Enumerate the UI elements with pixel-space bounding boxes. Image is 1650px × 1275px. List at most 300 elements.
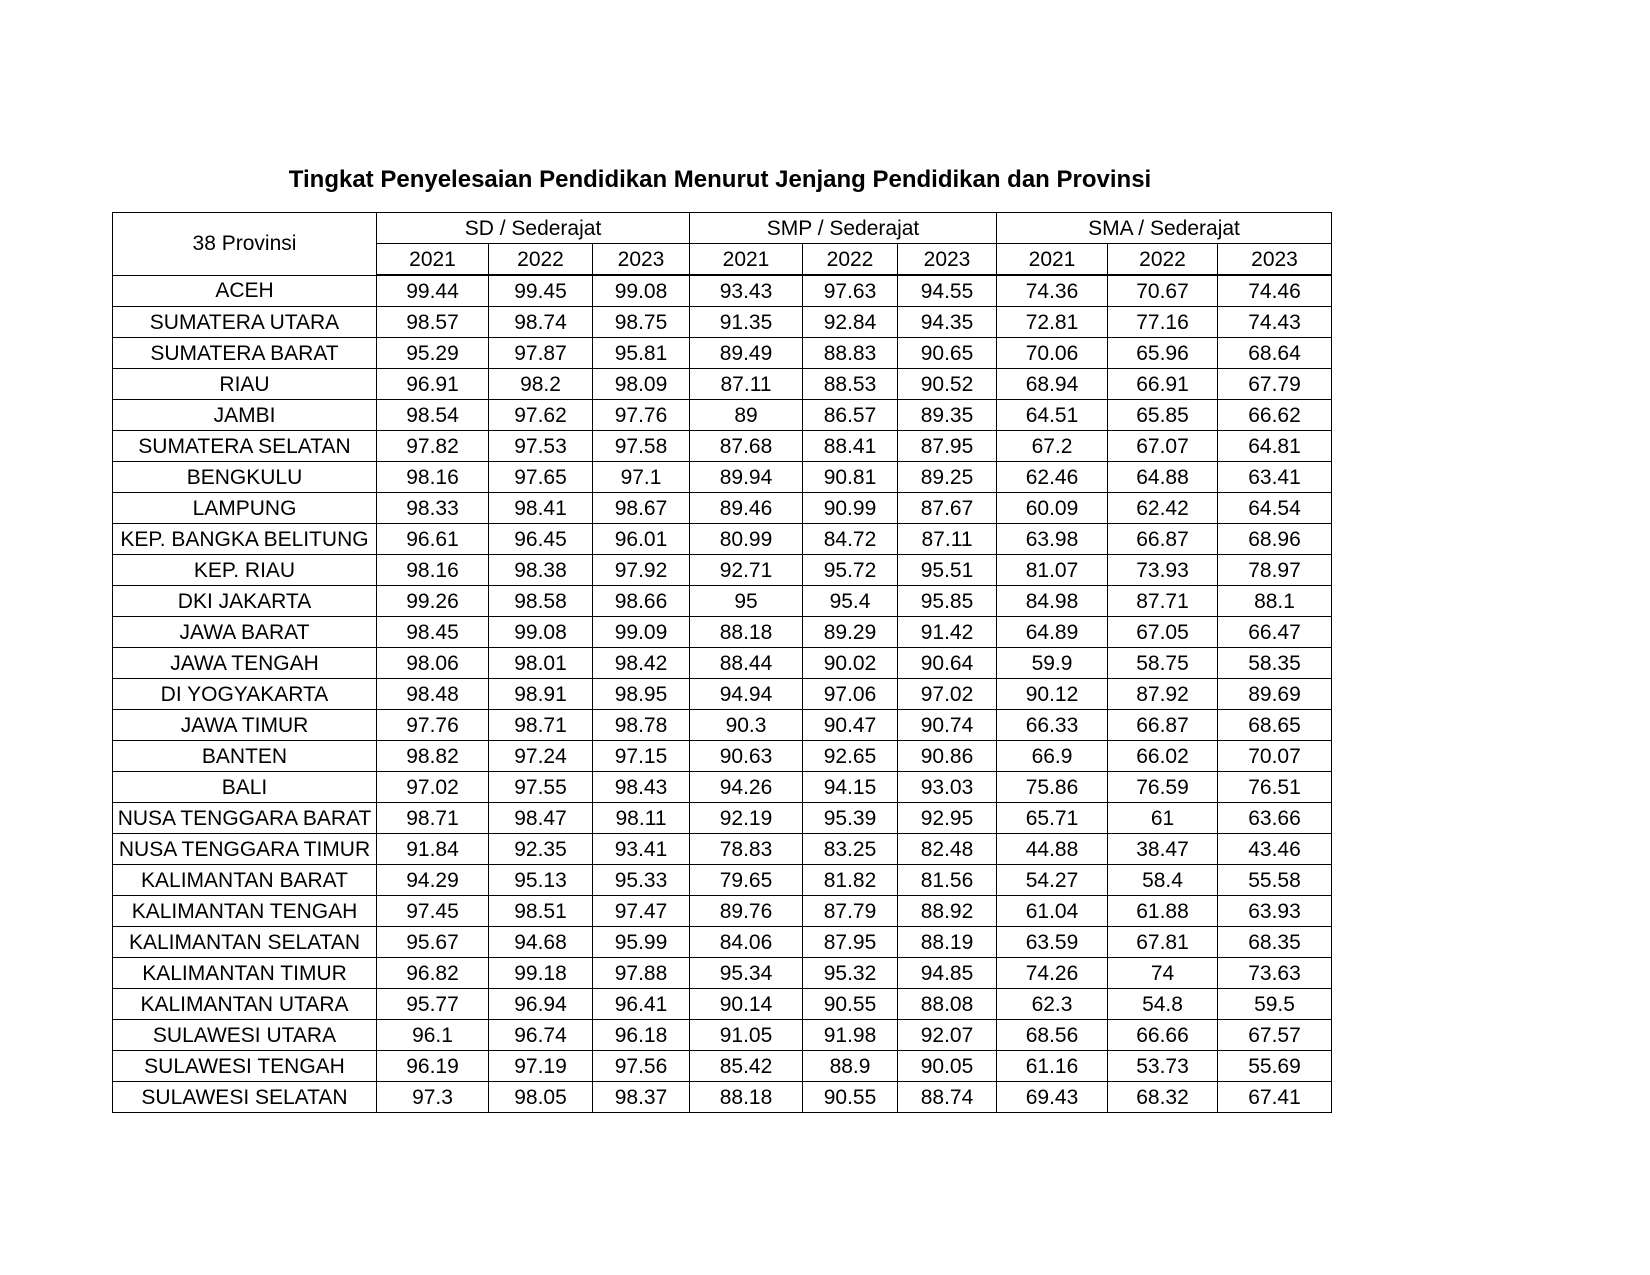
value-cell: 88.74 (898, 1082, 997, 1113)
value-cell: 92.19 (690, 803, 803, 834)
value-cell: 97.06 (803, 679, 898, 710)
table-row (113, 679, 1332, 710)
province-cell: ACEH (113, 275, 377, 307)
value-cell: 90.14 (690, 989, 803, 1020)
value-cell: 66.9 (997, 741, 1108, 772)
value-cell: 77.16 (1108, 307, 1218, 338)
value-cell: 91.05 (690, 1020, 803, 1051)
value-cell: 99.09 (593, 617, 690, 648)
value-cell: 96.45 (489, 524, 593, 555)
value-cell: 63.66 (1218, 803, 1332, 834)
value-cell: 89.49 (690, 338, 803, 369)
value-cell: 98.78 (593, 710, 690, 741)
value-cell: 87.11 (690, 369, 803, 400)
value-cell: 98.45 (377, 617, 489, 648)
value-cell: 78.83 (690, 834, 803, 865)
value-cell: 98.33 (377, 493, 489, 524)
value-cell: 66.33 (997, 710, 1108, 741)
value-cell: 87.11 (898, 524, 997, 555)
province-cell: KALIMANTAN TIMUR (113, 958, 377, 989)
value-cell: 68.35 (1218, 927, 1332, 958)
value-cell: 94.35 (898, 307, 997, 338)
value-cell: 85.42 (690, 1051, 803, 1082)
province-cell: JAWA TENGAH (113, 648, 377, 679)
year-header: 2023 (593, 244, 690, 276)
value-cell: 67.2 (997, 431, 1108, 462)
value-cell: 87.68 (690, 431, 803, 462)
table-row (113, 462, 1332, 493)
value-cell: 91.98 (803, 1020, 898, 1051)
value-cell: 96.41 (593, 989, 690, 1020)
value-cell: 60.09 (997, 493, 1108, 524)
value-cell: 90.64 (898, 648, 997, 679)
value-cell: 93.03 (898, 772, 997, 803)
value-cell: 91.42 (898, 617, 997, 648)
province-cell: BALI (113, 772, 377, 803)
group-header-sma: SMA / Sederajat (997, 213, 1332, 244)
value-cell: 90.65 (898, 338, 997, 369)
value-cell: 88.9 (803, 1051, 898, 1082)
value-cell: 95.77 (377, 989, 489, 1020)
table-row (113, 493, 1332, 524)
value-cell: 87.71 (1108, 586, 1218, 617)
value-cell: 98.16 (377, 462, 489, 493)
province-cell: NUSA TENGGARA BARAT (113, 803, 377, 834)
value-cell: 98.66 (593, 586, 690, 617)
value-cell: 98.43 (593, 772, 690, 803)
value-cell: 98.95 (593, 679, 690, 710)
value-cell: 61.16 (997, 1051, 1108, 1082)
province-cell: SULAWESI UTARA (113, 1020, 377, 1051)
value-cell: 81.82 (803, 865, 898, 896)
value-cell: 70.67 (1108, 275, 1218, 307)
value-cell: 94.55 (898, 275, 997, 307)
value-cell: 97.92 (593, 555, 690, 586)
value-cell: 92.35 (489, 834, 593, 865)
value-cell: 88.41 (803, 431, 898, 462)
table-row (113, 1082, 1332, 1113)
value-cell: 95.13 (489, 865, 593, 896)
province-cell: KEP. RIAU (113, 555, 377, 586)
value-cell: 90.74 (898, 710, 997, 741)
value-cell: 87.79 (803, 896, 898, 927)
value-cell: 98.42 (593, 648, 690, 679)
value-cell: 97.19 (489, 1051, 593, 1082)
value-cell: 91.84 (377, 834, 489, 865)
value-cell: 98.57 (377, 307, 489, 338)
table-row (113, 896, 1332, 927)
value-cell: 84.72 (803, 524, 898, 555)
value-cell: 78.97 (1218, 555, 1332, 586)
value-cell: 96.82 (377, 958, 489, 989)
value-cell: 95 (690, 586, 803, 617)
value-cell: 89.25 (898, 462, 997, 493)
value-cell: 81.56 (898, 865, 997, 896)
value-cell: 87.92 (1108, 679, 1218, 710)
value-cell: 74.26 (997, 958, 1108, 989)
value-cell: 90.47 (803, 710, 898, 741)
value-cell: 87.95 (803, 927, 898, 958)
value-cell: 95.4 (803, 586, 898, 617)
value-cell: 96.94 (489, 989, 593, 1020)
table-body (113, 275, 1332, 1113)
value-cell: 64.54 (1218, 493, 1332, 524)
value-cell: 89 (690, 400, 803, 431)
value-cell: 63.41 (1218, 462, 1332, 493)
value-cell: 98.2 (489, 369, 593, 400)
value-cell: 73.93 (1108, 555, 1218, 586)
table-row (113, 927, 1332, 958)
value-cell: 90.55 (803, 1082, 898, 1113)
province-cell: KALIMANTAN TENGAH (113, 896, 377, 927)
value-cell: 96.91 (377, 369, 489, 400)
value-cell: 98.67 (593, 493, 690, 524)
group-header-sd: SD / Sederajat (377, 213, 690, 244)
value-cell: 98.51 (489, 896, 593, 927)
value-cell: 64.81 (1218, 431, 1332, 462)
value-cell: 61.88 (1108, 896, 1218, 927)
value-cell: 61.04 (997, 896, 1108, 927)
value-cell: 98.71 (489, 710, 593, 741)
value-cell: 93.43 (690, 275, 803, 307)
value-cell: 54.27 (997, 865, 1108, 896)
value-cell: 92.07 (898, 1020, 997, 1051)
value-cell: 95.85 (898, 586, 997, 617)
value-cell: 87.67 (898, 493, 997, 524)
year-header: 2022 (803, 244, 898, 276)
value-cell: 84.98 (997, 586, 1108, 617)
province-cell: DI YOGYAKARTA (113, 679, 377, 710)
value-cell: 59.9 (997, 648, 1108, 679)
value-cell: 88.1 (1218, 586, 1332, 617)
province-cell: SUMATERA SELATAN (113, 431, 377, 462)
value-cell: 90.81 (803, 462, 898, 493)
value-cell: 98.47 (489, 803, 593, 834)
table-row (113, 958, 1332, 989)
value-cell: 98.09 (593, 369, 690, 400)
value-cell: 55.58 (1218, 865, 1332, 896)
value-cell: 68.65 (1218, 710, 1332, 741)
value-cell: 44.88 (997, 834, 1108, 865)
province-cell: BANTEN (113, 741, 377, 772)
value-cell: 88.18 (690, 1082, 803, 1113)
value-cell: 92.84 (803, 307, 898, 338)
value-cell: 92.95 (898, 803, 997, 834)
value-cell: 88.44 (690, 648, 803, 679)
value-cell: 43.46 (1218, 834, 1332, 865)
value-cell: 86.57 (803, 400, 898, 431)
value-cell: 99.26 (377, 586, 489, 617)
value-cell: 97.1 (593, 462, 690, 493)
province-column-header: 38 Provinsi (113, 213, 377, 276)
header-row-groups (113, 213, 1332, 244)
value-cell: 63.98 (997, 524, 1108, 555)
value-cell: 98.41 (489, 493, 593, 524)
value-cell: 94.94 (690, 679, 803, 710)
value-cell: 98.06 (377, 648, 489, 679)
table-row (113, 989, 1332, 1020)
table-row (113, 555, 1332, 586)
value-cell: 98.75 (593, 307, 690, 338)
value-cell: 70.06 (997, 338, 1108, 369)
table-row (113, 1020, 1332, 1051)
table-row (113, 772, 1332, 803)
year-header: 2021 (690, 244, 803, 276)
table-row (113, 275, 1332, 307)
province-cell: RIAU (113, 369, 377, 400)
value-cell: 67.05 (1108, 617, 1218, 648)
value-cell: 88.83 (803, 338, 898, 369)
value-cell: 95.32 (803, 958, 898, 989)
value-cell: 66.66 (1108, 1020, 1218, 1051)
table-row (113, 803, 1332, 834)
value-cell: 90.55 (803, 989, 898, 1020)
table-row (113, 369, 1332, 400)
value-cell: 90.12 (997, 679, 1108, 710)
province-cell: KALIMANTAN UTARA (113, 989, 377, 1020)
value-cell: 74.36 (997, 275, 1108, 307)
year-header: 2022 (1108, 244, 1218, 276)
value-cell: 70.07 (1218, 741, 1332, 772)
value-cell: 66.47 (1218, 617, 1332, 648)
value-cell: 88.92 (898, 896, 997, 927)
value-cell: 94.29 (377, 865, 489, 896)
value-cell: 88.18 (690, 617, 803, 648)
value-cell: 74.43 (1218, 307, 1332, 338)
table-row (113, 710, 1332, 741)
province-cell: KALIMANTAN SELATAN (113, 927, 377, 958)
value-cell: 62.42 (1108, 493, 1218, 524)
value-cell: 95.33 (593, 865, 690, 896)
table-row (113, 524, 1332, 555)
value-cell: 97.63 (803, 275, 898, 307)
value-cell: 96.61 (377, 524, 489, 555)
value-cell: 66.91 (1108, 369, 1218, 400)
value-cell: 96.1 (377, 1020, 489, 1051)
value-cell: 89.46 (690, 493, 803, 524)
value-cell: 67.79 (1218, 369, 1332, 400)
table-header (113, 213, 1332, 276)
value-cell: 95.51 (898, 555, 997, 586)
value-cell: 68.64 (1218, 338, 1332, 369)
value-cell: 94.68 (489, 927, 593, 958)
value-cell: 66.62 (1218, 400, 1332, 431)
province-cell: SULAWESI SELATAN (113, 1082, 377, 1113)
value-cell: 74 (1108, 958, 1218, 989)
value-cell: 98.37 (593, 1082, 690, 1113)
province-cell: NUSA TENGGARA TIMUR (113, 834, 377, 865)
year-header: 2021 (377, 244, 489, 276)
province-cell: JAWA TIMUR (113, 710, 377, 741)
value-cell: 66.02 (1108, 741, 1218, 772)
value-cell: 95.39 (803, 803, 898, 834)
value-cell: 76.51 (1218, 772, 1332, 803)
value-cell: 97.53 (489, 431, 593, 462)
value-cell: 99.08 (593, 275, 690, 307)
value-cell: 59.5 (1218, 989, 1332, 1020)
value-cell: 68.56 (997, 1020, 1108, 1051)
value-cell: 65.85 (1108, 400, 1218, 431)
value-cell: 68.94 (997, 369, 1108, 400)
value-cell: 98.01 (489, 648, 593, 679)
value-cell: 98.38 (489, 555, 593, 586)
value-cell: 90.52 (898, 369, 997, 400)
value-cell: 93.41 (593, 834, 690, 865)
value-cell: 96.18 (593, 1020, 690, 1051)
value-cell: 94.85 (898, 958, 997, 989)
value-cell: 58.35 (1218, 648, 1332, 679)
value-cell: 90.05 (898, 1051, 997, 1082)
value-cell: 98.05 (489, 1082, 593, 1113)
value-cell: 67.07 (1108, 431, 1218, 462)
page-title: Tingkat Penyelesaian Pendidikan Menurut Jenjang Pendidikan dan Provinsi (288, 166, 1152, 193)
value-cell: 97.65 (489, 462, 593, 493)
value-cell: 58.4 (1108, 865, 1218, 896)
province-cell: JAWA BARAT (113, 617, 377, 648)
year-header: 2021 (997, 244, 1108, 276)
value-cell: 98.58 (489, 586, 593, 617)
value-cell: 95.72 (803, 555, 898, 586)
value-cell: 54.8 (1108, 989, 1218, 1020)
value-cell: 94.15 (803, 772, 898, 803)
province-cell: KALIMANTAN BARAT (113, 865, 377, 896)
table-row (113, 307, 1332, 338)
value-cell: 89.94 (690, 462, 803, 493)
value-cell: 88.08 (898, 989, 997, 1020)
year-header: 2023 (1218, 244, 1332, 276)
value-cell: 38.47 (1108, 834, 1218, 865)
province-cell: KEP. BANGKA BELITUNG (113, 524, 377, 555)
value-cell: 90.63 (690, 741, 803, 772)
value-cell: 90.3 (690, 710, 803, 741)
value-cell: 97.88 (593, 958, 690, 989)
table-row (113, 338, 1332, 369)
table-row (113, 648, 1332, 679)
value-cell: 94.26 (690, 772, 803, 803)
value-cell: 92.65 (803, 741, 898, 772)
value-cell: 88.19 (898, 927, 997, 958)
value-cell: 99.08 (489, 617, 593, 648)
value-cell: 98.11 (593, 803, 690, 834)
value-cell: 89.76 (690, 896, 803, 927)
value-cell: 55.69 (1218, 1051, 1332, 1082)
value-cell: 89.69 (1218, 679, 1332, 710)
value-cell: 89.29 (803, 617, 898, 648)
value-cell: 97.24 (489, 741, 593, 772)
value-cell: 63.59 (997, 927, 1108, 958)
table-row (113, 400, 1332, 431)
value-cell: 84.06 (690, 927, 803, 958)
table-row (113, 586, 1332, 617)
value-cell: 79.65 (690, 865, 803, 896)
value-cell: 98.71 (377, 803, 489, 834)
value-cell: 99.44 (377, 275, 489, 307)
value-cell: 97.3 (377, 1082, 489, 1113)
value-cell: 75.86 (997, 772, 1108, 803)
table-row (113, 617, 1332, 648)
value-cell: 96.01 (593, 524, 690, 555)
value-cell: 97.76 (593, 400, 690, 431)
value-cell: 73.63 (1218, 958, 1332, 989)
value-cell: 96.74 (489, 1020, 593, 1051)
value-cell: 64.88 (1108, 462, 1218, 493)
value-cell: 97.58 (593, 431, 690, 462)
value-cell: 96.19 (377, 1051, 489, 1082)
value-cell: 97.62 (489, 400, 593, 431)
value-cell: 64.51 (997, 400, 1108, 431)
province-cell: SULAWESI TENGAH (113, 1051, 377, 1082)
value-cell: 53.73 (1108, 1051, 1218, 1082)
value-cell: 88.53 (803, 369, 898, 400)
value-cell: 99.18 (489, 958, 593, 989)
value-cell: 63.93 (1218, 896, 1332, 927)
province-cell: DKI JAKARTA (113, 586, 377, 617)
table-row (113, 431, 1332, 462)
value-cell: 97.02 (898, 679, 997, 710)
province-cell: SUMATERA UTARA (113, 307, 377, 338)
value-cell: 97.87 (489, 338, 593, 369)
value-cell: 95.29 (377, 338, 489, 369)
table-row (113, 834, 1332, 865)
table-row (113, 1051, 1332, 1082)
value-cell: 69.43 (997, 1082, 1108, 1113)
value-cell: 98.91 (489, 679, 593, 710)
group-header-smp: SMP / Sederajat (690, 213, 997, 244)
value-cell: 67.81 (1108, 927, 1218, 958)
value-cell: 97.47 (593, 896, 690, 927)
table-row (113, 741, 1332, 772)
value-cell: 92.71 (690, 555, 803, 586)
value-cell: 72.81 (997, 307, 1108, 338)
value-cell: 80.99 (690, 524, 803, 555)
table-row (113, 865, 1332, 896)
value-cell: 97.82 (377, 431, 489, 462)
value-cell: 95.81 (593, 338, 690, 369)
value-cell: 83.25 (803, 834, 898, 865)
value-cell: 98.82 (377, 741, 489, 772)
value-cell: 98.16 (377, 555, 489, 586)
province-cell: BENGKULU (113, 462, 377, 493)
value-cell: 58.75 (1108, 648, 1218, 679)
value-cell: 65.71 (997, 803, 1108, 834)
province-cell: JAMBI (113, 400, 377, 431)
value-cell: 87.95 (898, 431, 997, 462)
value-cell: 74.46 (1218, 275, 1332, 307)
value-cell: 68.32 (1108, 1082, 1218, 1113)
value-cell: 91.35 (690, 307, 803, 338)
value-cell: 98.74 (489, 307, 593, 338)
value-cell: 90.99 (803, 493, 898, 524)
completion-rate-table (112, 212, 1332, 1113)
value-cell: 97.15 (593, 741, 690, 772)
value-cell: 81.07 (997, 555, 1108, 586)
value-cell: 76.59 (1108, 772, 1218, 803)
value-cell: 95.99 (593, 927, 690, 958)
value-cell: 67.41 (1218, 1082, 1332, 1113)
value-cell: 97.45 (377, 896, 489, 927)
province-cell: SUMATERA BARAT (113, 338, 377, 369)
value-cell: 62.3 (997, 989, 1108, 1020)
value-cell: 97.55 (489, 772, 593, 803)
value-cell: 62.46 (997, 462, 1108, 493)
value-cell: 90.02 (803, 648, 898, 679)
year-header: 2022 (489, 244, 593, 276)
value-cell: 65.96 (1108, 338, 1218, 369)
value-cell: 90.86 (898, 741, 997, 772)
value-cell: 66.87 (1108, 524, 1218, 555)
value-cell: 82.48 (898, 834, 997, 865)
province-cell: LAMPUNG (113, 493, 377, 524)
